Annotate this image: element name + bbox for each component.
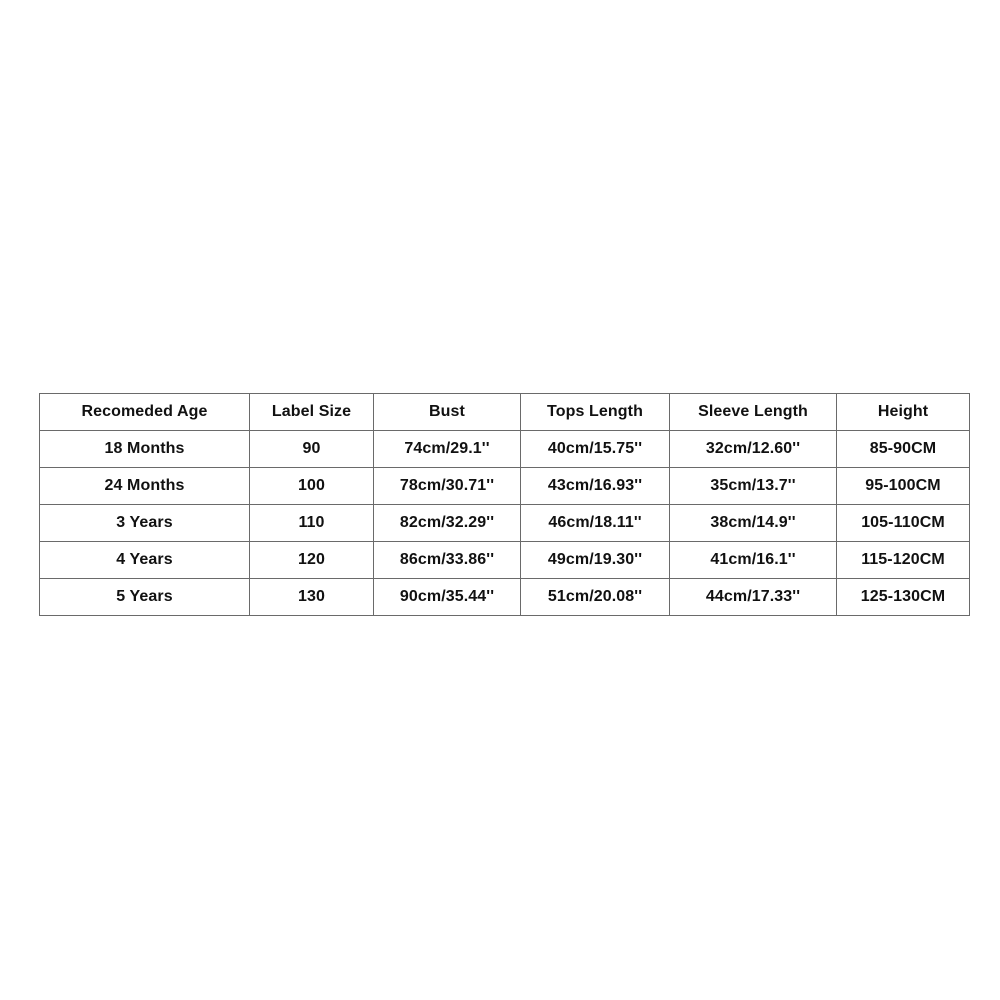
header-height: Height	[837, 394, 970, 431]
cell-sleeve-length: 38cm/14.9''	[670, 505, 837, 542]
table-header-row	[40, 394, 970, 431]
cell-tops-length: 46cm/18.11''	[521, 505, 670, 542]
cell-bust: 78cm/30.71''	[374, 468, 521, 505]
header-bust: Bust	[374, 394, 521, 431]
header-sleeve-length: Sleeve Length	[670, 394, 837, 431]
cell-height: 125-130CM	[837, 579, 970, 616]
cell-label-size: 120	[250, 542, 374, 579]
cell-label-size: 90	[250, 431, 374, 468]
header-tops-length: Tops Length	[521, 394, 670, 431]
cell-tops-length: 43cm/16.93''	[521, 468, 670, 505]
table-row	[40, 431, 970, 468]
cell-bust: 74cm/29.1''	[374, 431, 521, 468]
cell-age: 24 Months	[40, 468, 250, 505]
cell-bust: 86cm/33.86''	[374, 542, 521, 579]
cell-tops-length: 51cm/20.08''	[521, 579, 670, 616]
cell-age: 18 Months	[40, 431, 250, 468]
cell-sleeve-length: 41cm/16.1''	[670, 542, 837, 579]
cell-label-size: 130	[250, 579, 374, 616]
cell-age: 5 Years	[40, 579, 250, 616]
cell-age: 4 Years	[40, 542, 250, 579]
header-recommended-age: Recomeded Age	[40, 394, 250, 431]
cell-label-size: 100	[250, 468, 374, 505]
cell-tops-length: 40cm/15.75''	[521, 431, 670, 468]
cell-sleeve-length: 44cm/17.33''	[670, 579, 837, 616]
cell-height: 85-90CM	[837, 431, 970, 468]
table-row	[40, 542, 970, 579]
table-row	[40, 579, 970, 616]
cell-height: 105-110CM	[837, 505, 970, 542]
table-row	[40, 505, 970, 542]
cell-age: 3 Years	[40, 505, 250, 542]
table-row	[40, 468, 970, 505]
cell-bust: 82cm/32.29''	[374, 505, 521, 542]
cell-sleeve-length: 35cm/13.7''	[670, 468, 837, 505]
cell-height: 95-100CM	[837, 468, 970, 505]
size-chart-table	[39, 393, 970, 616]
cell-label-size: 110	[250, 505, 374, 542]
header-label-size: Label Size	[250, 394, 374, 431]
cell-bust: 90cm/35.44''	[374, 579, 521, 616]
cell-tops-length: 49cm/19.30''	[521, 542, 670, 579]
cell-height: 115-120CM	[837, 542, 970, 579]
cell-sleeve-length: 32cm/12.60''	[670, 431, 837, 468]
